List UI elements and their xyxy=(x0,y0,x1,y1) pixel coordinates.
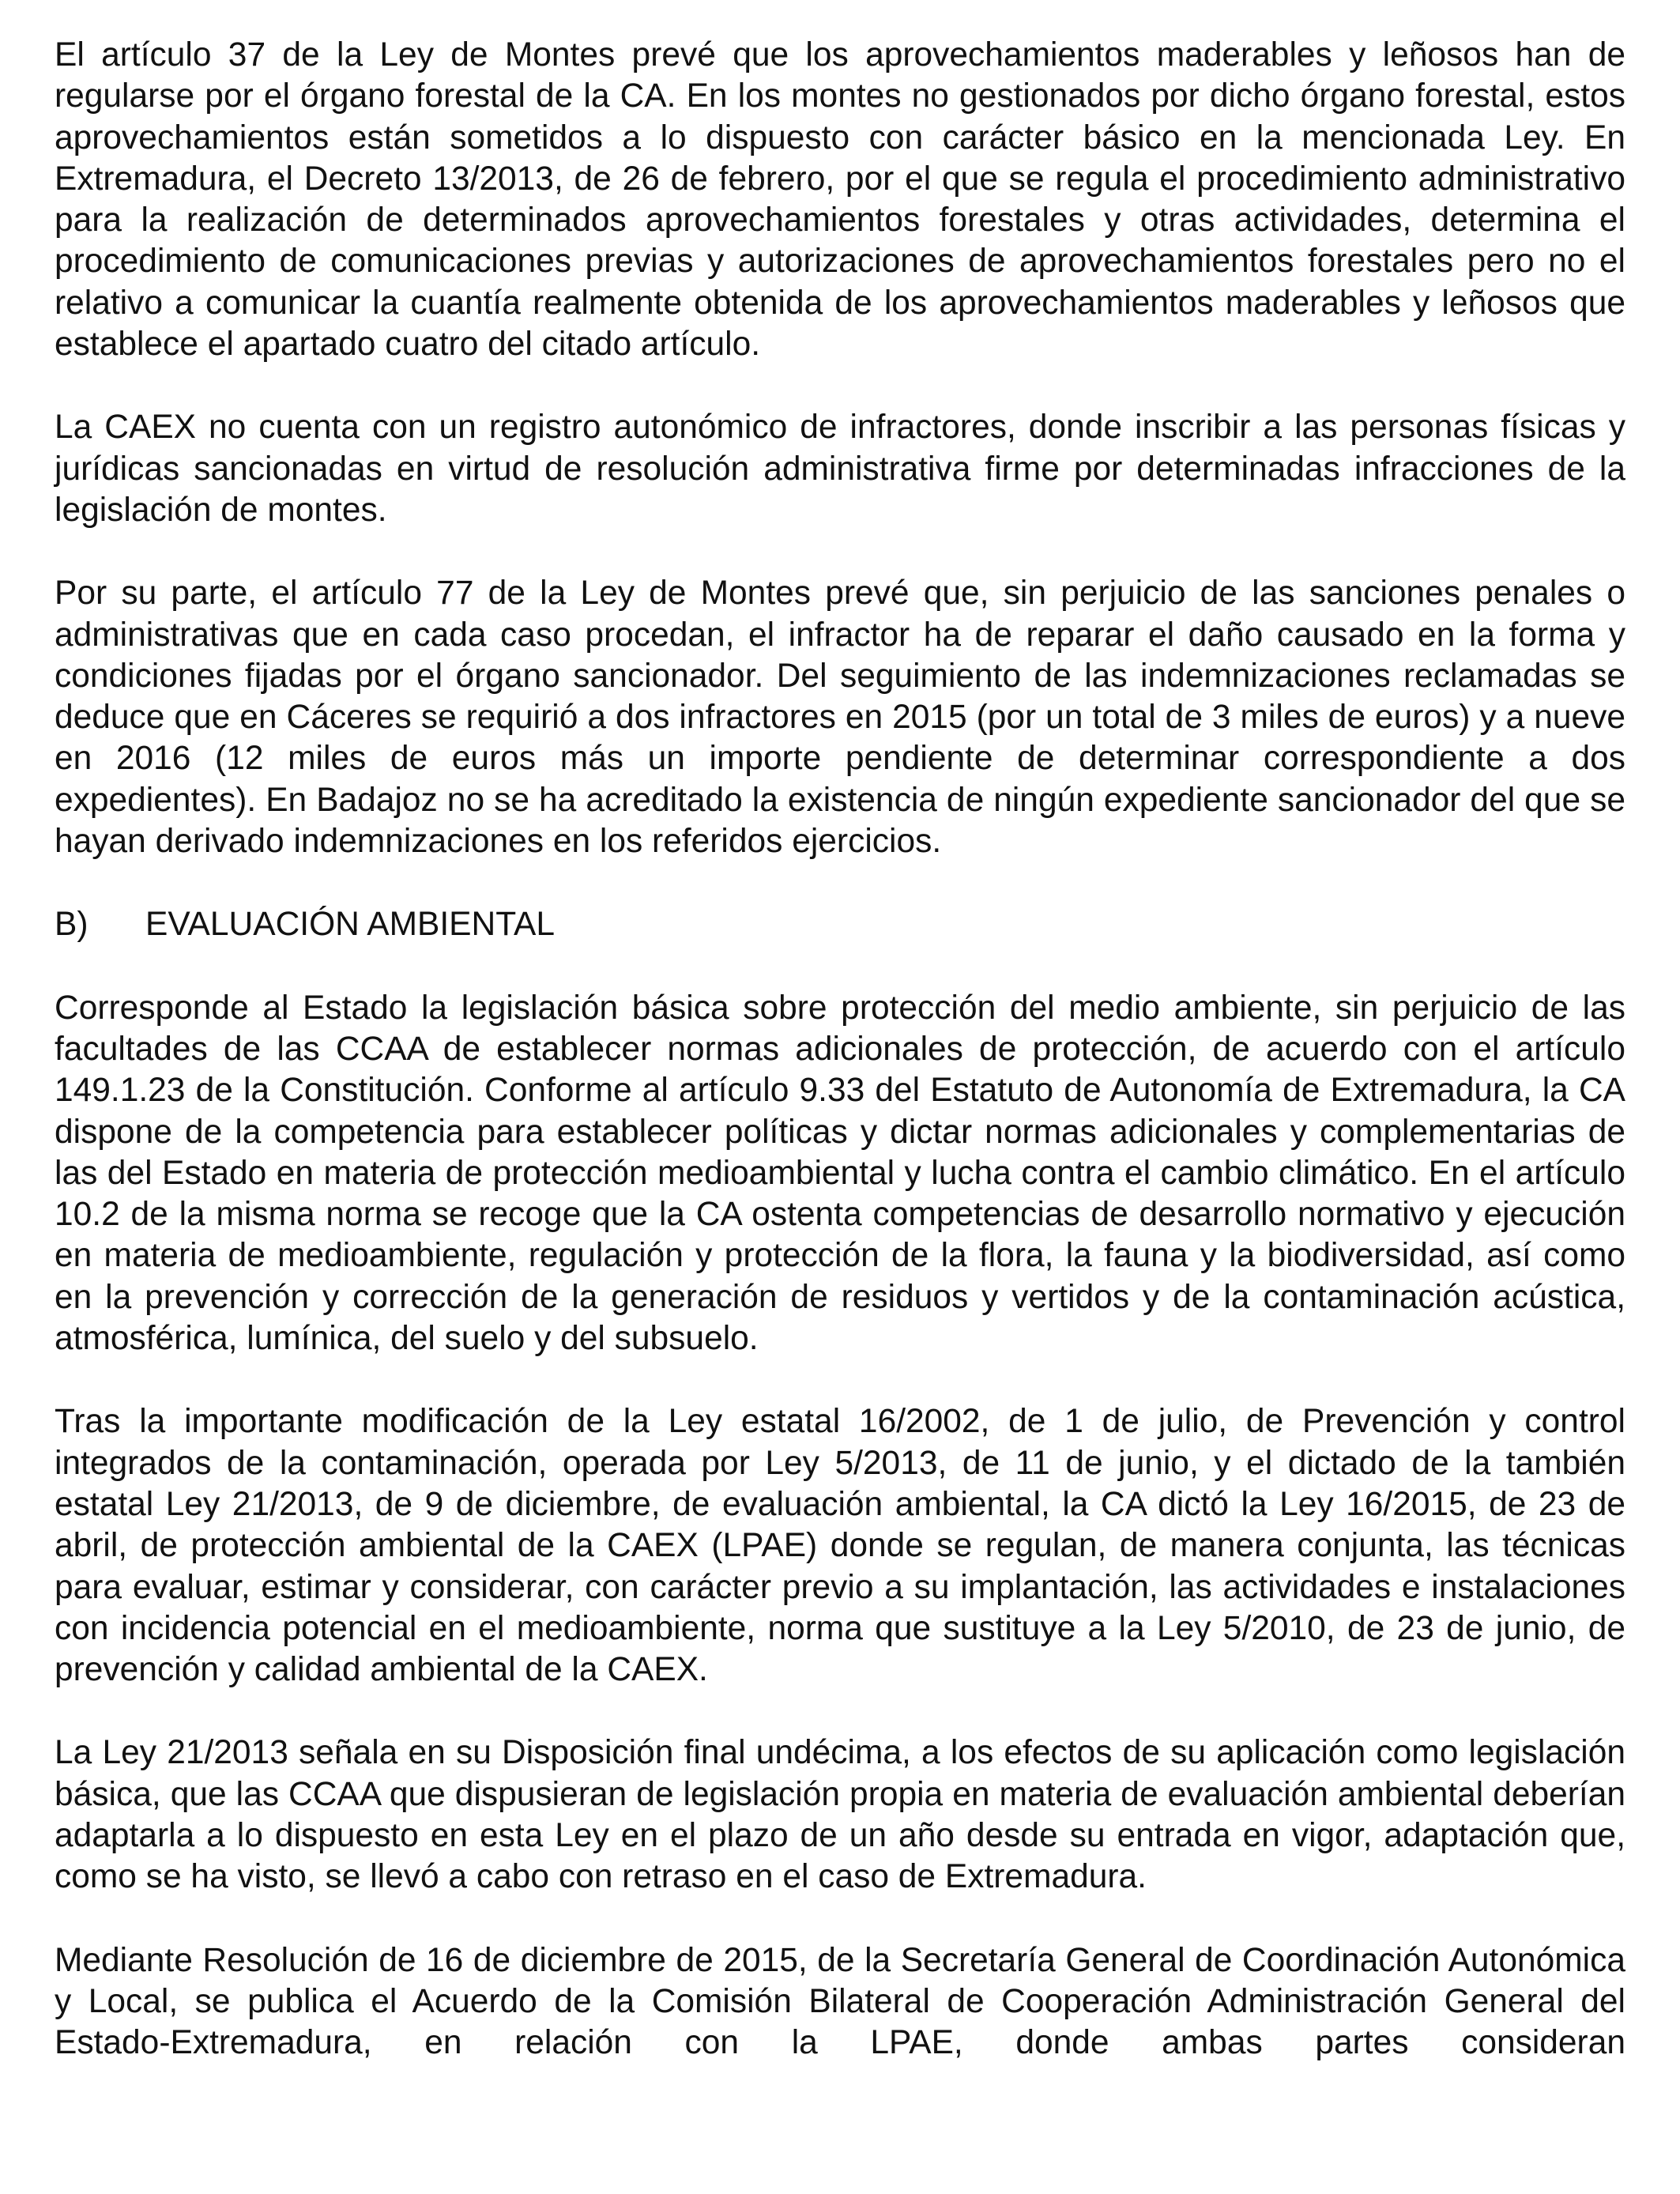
paragraph-gap xyxy=(55,1359,1625,1401)
paragraph-resolucion: Mediante Resolución de 16 de diciembre de 2015, de la Secretaría General de Coordinación Autonómica y Local, se publica el Acuerdo de la Comisión Bilateral de Cooperación Administración General del Estado-Extremadura, en relación con la LPAE, donde ambas partes consideran xyxy=(55,1941,1625,2062)
paragraph-gap xyxy=(55,531,1625,573)
paragraph-indemnizaciones: Por su parte, el artículo 77 de la Ley de Montes prevé que, sin perjuicio de las sanciones penales o administrativas que en cada caso procedan, el infractor ha de reparar el daño causado en la forma y condiciones fijadas por el órgano sancionador. Del seguimiento de las indemnizaciones reclamadas se deduce que en Cáceres se requirió a dos infractores en 2015 (por un total de 3 miles de euros) y a nueve en 2016 (12 miles de euros más un importe pendiente de determinar correspondiente a dos expedientes). En Badajoz no se ha acreditado la existencia de ningún expediente sancionador del que se hayan derivado indemnizaciones en los referidos ejercicios. xyxy=(55,575,1625,861)
paragraph-competencias: Corresponde al Estado la legislación básica sobre protección del medio ambiente, sin perjuicio de las facultades de las CCAA de establecer normas adicionales de protección, de acuerdo con el artículo 149.1.23 de la Constitución. Conforme al artículo 9.33 del Estatuto de Autonomía de Extremadura, la CA dispone de la competencia para establecer políticas y dictar normas adicionales y complementarias de las del Estado en materia de protección medioambiental y lucha contra el cambio climático. En el artículo 10.2 de la misma norma se recoge que la CA ostenta competencias de desarrollo normativo y ejecución en materia de medioambiente, regulación y protección de la flora, la fauna y la biodiversidad, así como en la prevención y corrección de la generación de residuos y vertidos y de la contaminación acústica, atmosférica, lumínica, del suelo y del subsuelo. xyxy=(55,989,1625,1358)
section-heading xyxy=(55,904,1625,945)
paragraph-gap xyxy=(55,365,1625,407)
paragraph-aprovechamientos: El artículo 37 de la Ley de Montes prevé que los aprovechamientos maderables y leñosos han de regularse por el órgano forestal de la CA. En los montes no gestionados por dicho órgano forestal, estos aprovechamientos están sometidos a lo dispuesto con carácter básico en la mencionada Ley. En Extremadura, el Decreto 13/2013, de 26 de febrero, por el que se regula el procedimiento administrativo para la realización de determinados aprovechamientos forestales y otras actividades, determina el procedimiento de comunicaciones previas y autorizaciones de aprovechamientos forestales pero no el relativo a comunicar la cuantía realmente obtenida de los aprovechamientos maderables y leñosos que establece el apartado cuatro del citado artículo. xyxy=(55,36,1625,364)
section-letter: B) xyxy=(55,906,89,944)
paragraph-gap xyxy=(55,946,1625,988)
paragraph-ley-21-2013: La Ley 21/2013 señala en su Disposición final undécima, a los efectos de su aplicación como legislación básica, que las CCAA que dispusieran de legislación propia en materia de evaluación ambiental deberían adaptarla a lo dispuesto en esta Ley en el plazo de un año desde su entrada en vigor, adaptación que, como se ha visto, se llevó a cabo con retraso en el caso de Extremadura. xyxy=(55,1734,1625,1896)
paragraph-gap xyxy=(55,1691,1625,1732)
paragraph-gap xyxy=(55,1898,1625,1940)
paragraph-ley-16-2015: Tras la importante modificación de la Ley estatal 16/2002, de 1 de julio, de Prevención y control integrados de la contaminación, operada por Ley 5/2013, de 11 de junio, y el dictado de la también estatal Ley 21/2013, de 9 de diciembre, de evaluación ambiental, la CA dictó la Ley 16/2015, de 23 de abril, de protección ambiental de la CAEX (LPAE) donde se regulan, de manera conjunta, las técnicas para evaluar, estimar y considerar, con carácter previo a su implantación, las actividades e instalaciones con incidencia potencial en el medioambiente, norma que sustituye a la Ley 5/2010, de 23 de junio, de prevención y calidad ambiental de la CAEX. xyxy=(55,1403,1625,1689)
paragraph-registro-infractores: La CAEX no cuenta con un registro autonómico de infractores, donde inscribir a las personas físicas y jurídicas sancionadas en virtud de resolución administrativa firme por determinadas infracciones de la legislación de montes. xyxy=(55,409,1625,529)
section-title: EVALUACIÓN AMBIENTAL xyxy=(145,906,556,944)
paragraph-gap xyxy=(55,862,1625,904)
document-page xyxy=(55,35,1625,2064)
